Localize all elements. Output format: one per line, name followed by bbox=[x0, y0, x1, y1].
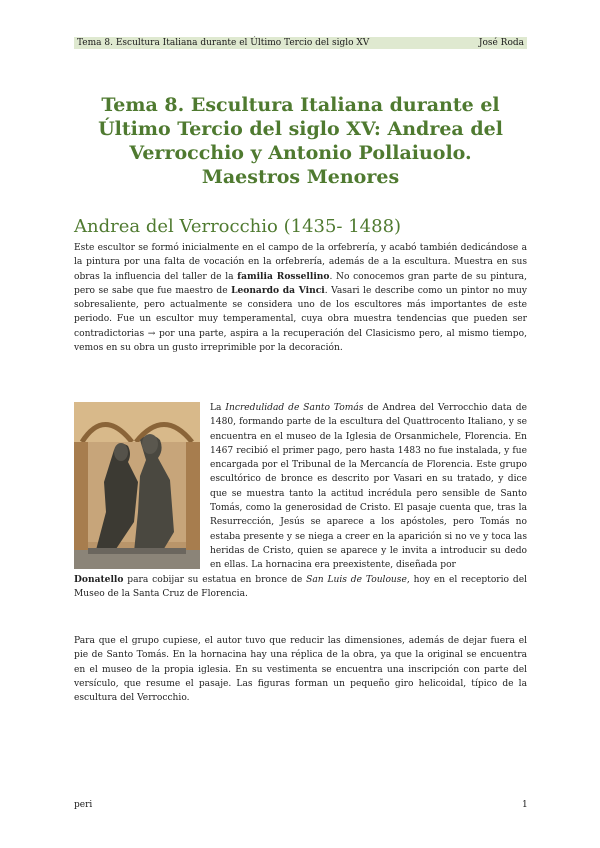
running-header bbox=[74, 37, 527, 49]
page-number: 1 bbox=[522, 800, 528, 810]
sculpture-photo bbox=[74, 402, 200, 569]
title-line: Maestros Menores bbox=[201, 166, 400, 188]
header-author: José Roda bbox=[478, 38, 524, 48]
bold-term: familia Rossellino bbox=[237, 270, 330, 282]
header-title: Tema 8. Escultura Italiana durante el Último Tercio del siglo XV bbox=[77, 38, 370, 48]
bold-term: Leonardo da Vinci bbox=[231, 284, 325, 296]
title-line: Tema 8. Escultura Italiana durante el bbox=[101, 94, 500, 116]
title-line: Verrocchio y Antonio Pollaiuolo. bbox=[129, 142, 472, 164]
footer-label: peri bbox=[74, 800, 93, 810]
artwork-paragraph-continued: Donatello para cobijar su estatua en bronce de San Luis de Toulouse, hoy en el receptorio del Museo de la Santa Cruz de Florencia. bbox=[74, 574, 527, 600]
closing-paragraph: Para que el grupo cupiese, el autor tuvo que reducir las dimensiones, además de dejar fuera el pie de Santo Tomás. En la hornacina hay una réplica de la obra, ya que la original se encuentra en el museo de la propia iglesia. En su vestimenta se encuentra una inscripción con parte del versículo, que resume el pasaje. Las figuras forman un pequeño giro helicoidal, típico de la escultura del Verrocchio. bbox=[74, 636, 527, 704]
artwork-title: Incredulidad de Santo Tomás bbox=[225, 403, 364, 413]
bold-term: Donatello bbox=[74, 574, 124, 585]
artwork-paragraph: La Incredulidad de Santo Tomás de Andrea del Verrocchio data de 1480, formando parte de la escultura del Quattrocento Italiano, y se encuentra en el museo de la Iglesia de Orsanmichele, Florencia. En 1467 recibió el primer pago, pero hasta 1483 no fue instalada, y fue encargada por el Tribunal de la Mercancía de Florencia. Este grupo escultórico de bronce es descrito por Vasari en su tratado, y dice que se muestra tanto la actitud incrédula pero sensible de Santo Tomás, como la generosidad de Cristo. El pasaje cuenta que, tras la Resurrección, Jesús se aparece a los apóstoles, pero Tomás no estaba presente y se niega a creer en la aparición si no ve y toca las heridas de Cristo, quien se aparece y le invita a introducir su dedo en ellas. La hornacina era preexistente, diseñada por bbox=[210, 403, 527, 571]
section-heading: Andrea del Verrocchio (1435- 1488) bbox=[74, 216, 402, 237]
title-line: Último Tercio del siglo XV: Andrea del bbox=[98, 118, 503, 140]
artwork-title: San Luis de Toulouse bbox=[306, 575, 407, 585]
intro-paragraph: Este escultor se formó inicialmente en el campo de la orfebrería, y acabó también dedicándose a la pintura por una falta de vocación en la orfebrería, además de a la escultura. Muestra en sus obras la influencia del taller de la familia Rossellino. No conocemos gran parte de su pintura, pero se sabe que fue maestro de Leonardo da Vinci. Vasari le describe como un pintor no muy sobresaliente, pero actualmente se considera uno de los escultores más importantes de este periodo. Fue un escultor muy temperamental, cuya obra muestra tendencias que pueden ser contradictorias → por una parte, aspira a la recuperación del Clasicismo pero, al mismo tiempo, vemos en su obra un gusto irreprimible por la decoración. bbox=[74, 243, 527, 354]
document-title bbox=[74, 93, 527, 189]
